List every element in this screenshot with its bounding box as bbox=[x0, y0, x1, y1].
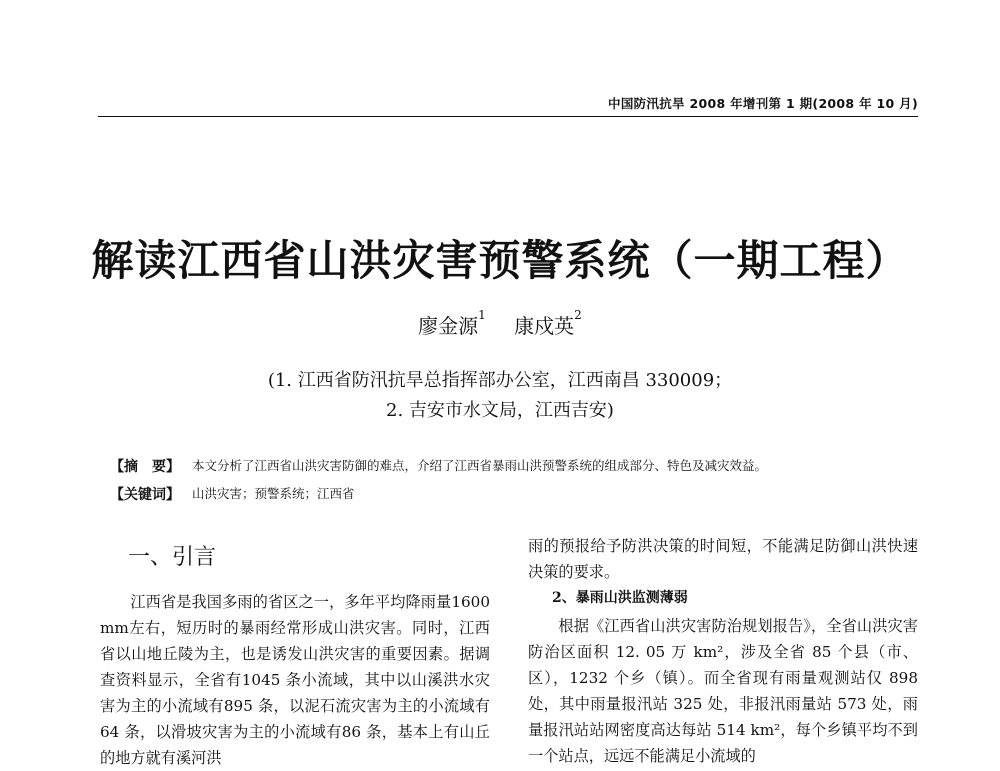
left-column bbox=[100, 540, 490, 771]
affiliation-2: 2. 吉安市水文局，江西吉安) bbox=[386, 400, 614, 421]
keywords-label: 【关键词】 bbox=[110, 487, 180, 503]
body-paragraph: 江西省是我国多雨的省区之一，多年平均降雨量1600 mm左右，短历时的暴雨经常形成山洪灾害。同时，江西省以山地丘陵为主，也是诱发山洪灾害的重要因素。据调查资料显示，全省有1045 条小流域，其中以山溪洪水灾害为主的小流域有895 条，以泥石流灾害为主的小流域有 64 条，以滑坡灾害为主的小流域有86 条，基本上有山丘的地方就有溪河洪 bbox=[100, 593, 490, 767]
author-affiliation-mark: 2 bbox=[574, 308, 582, 322]
author-affiliation-mark: 1 bbox=[478, 308, 486, 322]
article-title: 解读江西省山洪灾害预警系统（一期工程） bbox=[91, 236, 909, 285]
author-line bbox=[0, 310, 1000, 339]
subsection-heading: 2、暴雨山洪监测薄弱 bbox=[552, 590, 688, 606]
section-heading: 一、引言 bbox=[128, 545, 217, 570]
author-name: 康戍英 bbox=[514, 314, 575, 338]
author-name: 廖金源 bbox=[418, 314, 479, 338]
body-paragraph: 雨的预报给予防洪决策的时间短，不能满足防御山洪快速决策的要求。 bbox=[528, 537, 918, 581]
abstract-row bbox=[110, 456, 767, 476]
abstract-text: 本文分析了江西省山洪灾害防御的难点，介绍了江西省暴雨山洪预警系统的组成部分、特色及减灾效益。 bbox=[192, 458, 768, 473]
right-column bbox=[528, 533, 918, 769]
journal-header: 中国防汛抗旱 2008 年增刊第 1 期(2008 年 10 月) bbox=[608, 96, 918, 111]
affiliation-1: (1. 江西省防汛抗旱总指挥部办公室，江西南昌 330009； bbox=[267, 370, 733, 391]
keywords-row bbox=[110, 484, 355, 504]
keywords-text: 山洪灾害；预警系统；江西省 bbox=[192, 486, 355, 501]
body-paragraph: 根据《江西省山洪灾害防治规划报告》，全省山洪灾害防治区面积 12. 05 万 km²，涉及全省 85 个县（市、区），1232 个乡（镇）。而全省现有雨量观测站仅 898 处，其中雨量报汛站 325 处，非报汛雨量站 573 处，雨量报汛站站网密度高达每站 514 km²，每个乡镇平均不到一个站点，远远不能满足小流域的 bbox=[528, 617, 918, 765]
abstract-label: 【摘 要】 bbox=[110, 459, 180, 475]
header-rule bbox=[98, 116, 918, 117]
